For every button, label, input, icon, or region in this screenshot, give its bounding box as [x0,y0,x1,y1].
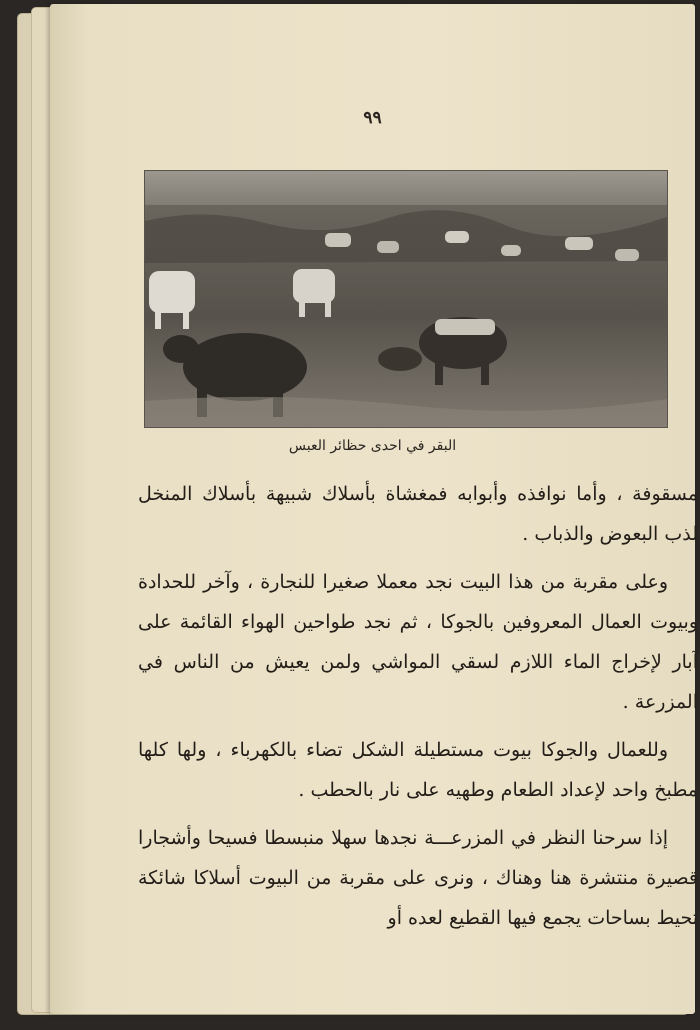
paragraph-3: وللعمال والجوكا بيوت مستطيلة الشكل تضاء بالكهرباء ، ولها كلها مطبخ واحد لإعداد الطعام وطهيه على نار بالحطب . [138,739,698,801]
photo-caption: البقر في احدى حظائر العبس [288,438,457,454]
cattle-photo-drawing [145,171,667,427]
body-text [138,474,698,946]
paragraph-1: مسقوفة ، وأما نوافذه وأبوابه فمغشاة بأسلاك شبيهة بأسلاك المنخل لذب البعوض والذباب . [138,483,698,545]
paragraph-4: إذا سرحنا النظر في المزرعـــة نجدها سهلا منبسطا فسيحا وأشجارا قصيرة منتشرة هنا وهناك ، ونرى على مقربة من البيوت أسلاكا شائكة تحيط بساحات يجمع فيها القطيع لعده أو [138,827,698,929]
paragraph-2: وعلى مقربة من هذا البيت نجد معملا صغيرا للنجارة ، وآخر للحدادة وبيوت العمال المعروفين بالجوكا ، ثم نجد طواحين الهواء القائمة على آبار لإخراج الماء اللازم لسقي المواشي ولمن يعيش من الناس في المزرعة . [138,571,698,713]
book-page [50,4,698,1014]
page-number: ٩٩ [363,108,382,128]
cattle-photo-icon [144,170,668,428]
